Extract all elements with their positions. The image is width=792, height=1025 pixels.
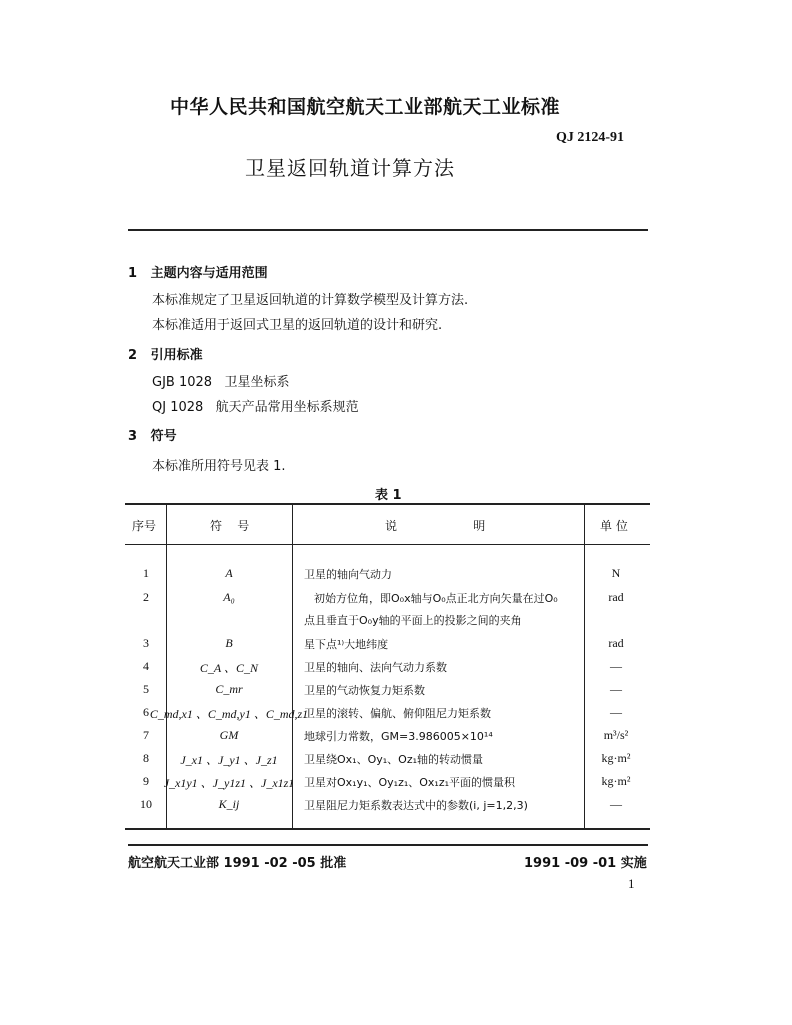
standard-code: QJ 2124-91: [556, 130, 625, 145]
section-2-heading: [128, 344, 203, 363]
table-cell-unit: kg·m²: [601, 774, 631, 788]
header-rule: [128, 229, 648, 231]
table-cell-description: 初始方位角，即O₀x轴与O₀点正北方向矢量在过O₀: [314, 592, 558, 605]
table-cell-symbol: J_x1y1 、J_y1z1 、J_x1z1: [163, 776, 295, 790]
table-header-no: 序号: [132, 519, 157, 533]
section-1-para-1: 本标准规定了卫星返回轨道的计算数学模型及计算方法.: [152, 293, 469, 308]
table-cell-unit: —: [610, 797, 622, 811]
document-title: 卫星返回轨道计算方法: [245, 156, 455, 180]
table-cell-no: 10: [140, 797, 152, 811]
table-cell-description: 星下点¹⁾大地纬度: [304, 638, 389, 651]
table-cell-symbol: C_md,x1 、C_md,y1 、C_md,z1: [149, 707, 309, 721]
table-cell-unit: rad: [608, 636, 624, 650]
table-cell-description: 卫星的气动恢复力矩系数: [304, 684, 425, 697]
table-cell-unit: —: [610, 705, 622, 719]
table-cell-description-cont: 点且垂直于O₀y轴的平面上的投影之间的夹角: [304, 614, 522, 627]
footer-rule: [128, 844, 648, 846]
table-cell-no: 8: [143, 751, 149, 765]
table-cell-unit: —: [610, 659, 622, 673]
table-header-rule: [125, 544, 650, 545]
table-bottom-rule: [125, 828, 650, 830]
organization-title: 中华人民共和国航空航天工业部航天工业标准: [170, 96, 561, 118]
table-cell-no: 1: [143, 566, 149, 580]
table-cell-symbol: GM: [219, 728, 239, 742]
table-cell-no: 4: [143, 659, 149, 673]
table-cell-symbol: K_ij: [218, 797, 240, 811]
table-cell-unit: kg·m²: [601, 751, 631, 765]
table-cell-symbol: B: [225, 636, 233, 650]
table-cell-no: 6: [143, 705, 149, 719]
section-2-para-2: QJ 1028 航天产品常用坐标系规范: [152, 400, 359, 415]
section-3-para-1: 本标准所用符号见表 1.: [152, 459, 286, 474]
section-1-heading: [128, 262, 268, 281]
table-cell-description: 卫星的轴向气动力: [304, 568, 392, 581]
table-cell-unit: m³/s²: [603, 728, 629, 742]
table-cell-no: 3: [143, 636, 149, 650]
table-cell-unit: —: [610, 682, 622, 696]
table-header-description: 说 明: [385, 519, 486, 533]
table-cell-no: 7: [143, 728, 149, 742]
table-header-unit: 单 位: [600, 519, 628, 533]
table-cell-description: 卫星的轴向、法向气动力系数: [304, 661, 447, 674]
table-cell-description: 卫星阻尼力矩系数表达式中的参数(i, j=1,2,3): [304, 799, 528, 812]
table-cell-description: 地球引力常数，GM=3.986005×10¹⁴: [304, 730, 493, 743]
table-cell-description: 卫星的滚转、偏航、俯仰阻尼力矩系数: [304, 707, 491, 720]
effective-date: 1991 -09 -01 实施: [524, 856, 647, 871]
table-cell-symbol: A₀: [223, 590, 235, 604]
table-caption: 表 1: [375, 488, 402, 503]
table-cell-description: 卫星对Ox₁y₁、Oy₁z₁、Ox₁z₁平面的惯量积: [304, 776, 516, 789]
page-number: 1: [628, 876, 635, 891]
table-cell-description: 卫星绕Ox₁、Oy₁、Oz₁轴的转动惯量: [304, 753, 483, 766]
table-cell-no: 2: [143, 590, 149, 604]
section-title: 符号: [150, 429, 177, 444]
table-cell-symbol: C_A 、C_N: [199, 661, 259, 675]
table-cell-unit: N: [611, 566, 621, 580]
table-cell-symbol: J_x1 、J_y1 、J_z1: [180, 753, 278, 767]
section-1-para-2: 本标准适用于返回式卫星的返回轨道的设计和研究.: [152, 318, 443, 333]
table-cell-no: 9: [143, 774, 149, 788]
section-2-para-1: GJB 1028 卫星坐标系: [152, 375, 290, 390]
section-title: 主题内容与适用范围: [150, 266, 268, 281]
table-top-rule: [125, 503, 650, 505]
section-number: 2: [128, 348, 138, 363]
table-header-symbol: 符 号: [210, 519, 250, 533]
section-number: 3: [128, 429, 138, 444]
section-number: 1: [128, 266, 138, 281]
section-3-heading: [128, 425, 177, 444]
table-cell-symbol: A: [225, 566, 233, 580]
section-title: 引用标准: [150, 348, 203, 363]
table-cell-no: 5: [143, 682, 149, 696]
table-cell-unit: rad: [608, 590, 624, 604]
approval-date: 航空航天工业部 1991 -02 -05 批准: [128, 856, 347, 871]
table-cell-symbol: C_mr: [215, 682, 243, 696]
